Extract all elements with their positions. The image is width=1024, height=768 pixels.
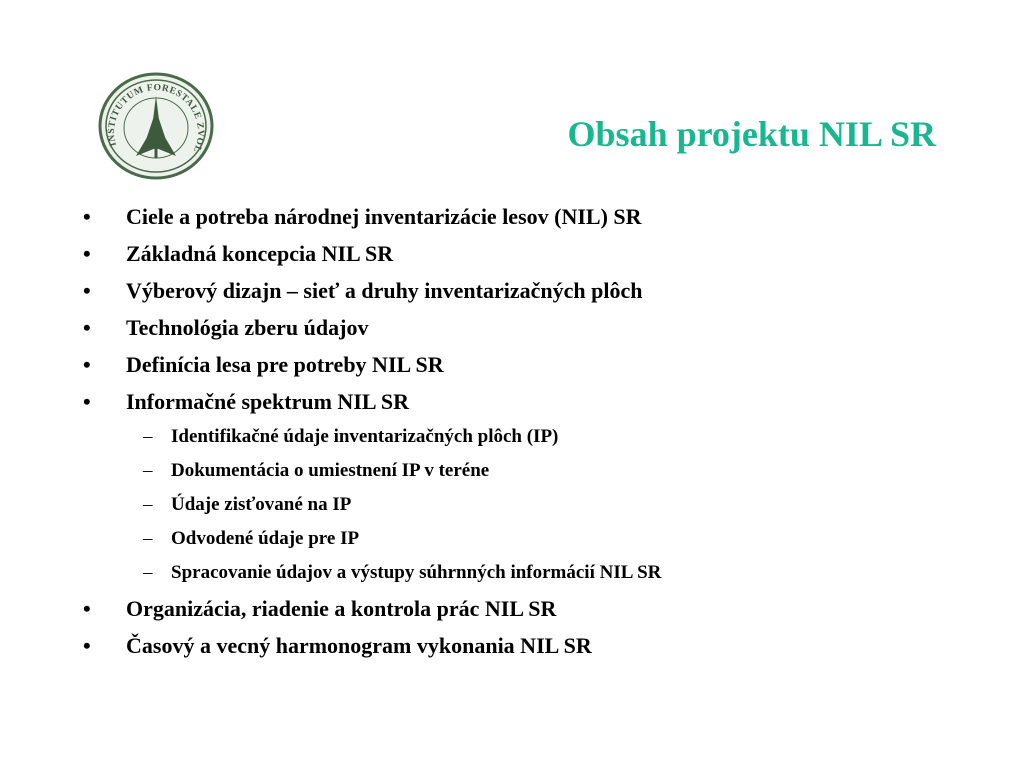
list-item [0, 198, 1024, 235]
seal-graphic [96, 70, 216, 180]
list-item [0, 627, 1024, 664]
list-item [0, 309, 1024, 346]
list-item [0, 383, 1024, 420]
sub-item-text: Identifikačné údaje inventarizačných plôch (IP) [171, 426, 559, 447]
dash-marker: – [143, 460, 153, 481]
bullet-marker: • [83, 352, 91, 377]
list-item [0, 346, 1024, 383]
sub-list-item [0, 420, 1024, 454]
item-text: Definícia lesa pre potreby NIL SR [126, 352, 444, 377]
item-text: Výberový dizajn – sieť a druhy inventarizačných plôch [126, 278, 643, 303]
sub-item-text: Odvodené údaje pre IP [171, 528, 360, 549]
content-list [0, 198, 1024, 664]
dash-marker: – [143, 426, 153, 447]
sub-item-text: Spracovanie údajov a výstupy súhrnných informácií NIL SR [171, 562, 662, 583]
sub-list-item [0, 556, 1024, 590]
list-item [0, 272, 1024, 309]
item-text: Organizácia, riadenie a kontrola prác NIL SR [126, 596, 557, 621]
sub-list-item [0, 454, 1024, 488]
dash-marker: – [143, 494, 153, 515]
item-text: Technológia zberu údajov [126, 315, 369, 340]
bullet-marker: • [83, 315, 91, 340]
sub-item-text: Údaje zisťované na IP [171, 494, 352, 515]
bullet-marker: • [83, 389, 91, 414]
bullet-marker: • [83, 241, 91, 266]
dash-marker: – [143, 562, 153, 583]
sub-item-text: Dokumentácia o umiestnení IP v teréne [171, 460, 490, 481]
bullet-marker: • [83, 596, 91, 621]
bullet-marker: • [83, 204, 91, 229]
sub-list-item [0, 488, 1024, 522]
seal-arc-text: INSTITUTUM FORESTALE ZVOL [106, 83, 206, 154]
item-text: Informačné spektrum NIL SR [126, 389, 409, 414]
sub-list-item [0, 522, 1024, 556]
institute-seal-icon [96, 70, 216, 180]
list-item [0, 590, 1024, 627]
item-text: Časový a vecný harmonogram vykonania NIL SR [126, 633, 592, 658]
slide-title: Obsah projektu NIL SR [567, 114, 936, 154]
bullet-marker: • [83, 278, 91, 303]
item-text: Ciele a potreba národnej inventarizácie lesov (NIL) SR [126, 204, 642, 229]
bullet-marker: • [83, 633, 91, 658]
list-item [0, 235, 1024, 272]
item-text: Základná koncepcia NIL SR [126, 241, 394, 266]
dash-marker: – [143, 528, 153, 549]
